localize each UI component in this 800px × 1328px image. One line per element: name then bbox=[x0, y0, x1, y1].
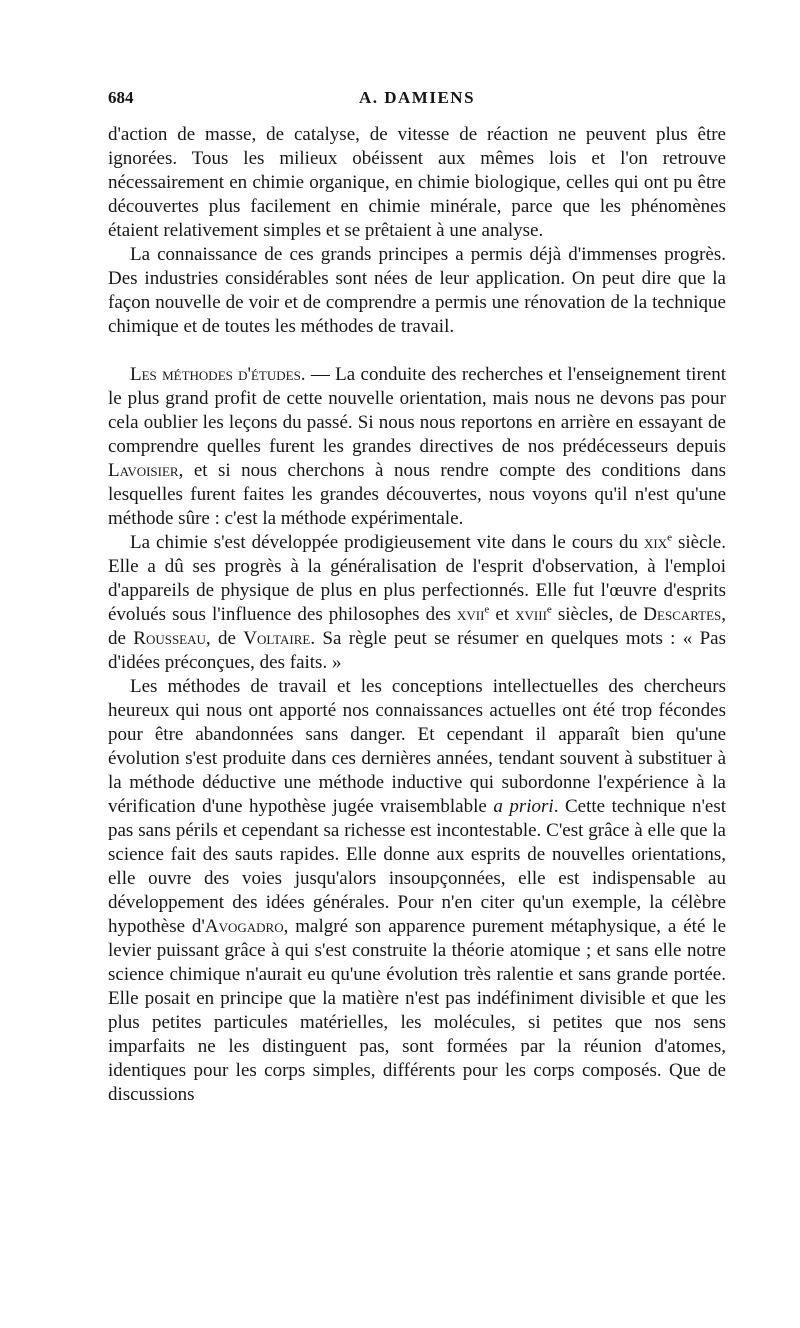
name-avogadro: Avogadro bbox=[204, 916, 284, 937]
name-descartes: Descartes bbox=[643, 604, 722, 625]
page-number: 684 bbox=[108, 88, 134, 107]
section-heading: Les méthodes d'études. bbox=[130, 364, 306, 385]
paragraph-4-text-f: , de bbox=[205, 628, 244, 649]
paragraph-2-text: La connaissance de ces grands principes a permis déjà d'immenses progrès. Des industries considérables sont nées de leur application. On peut dire que la façon nouvelle de voir et de comprendre a permis une rénovation de la technique chimique et de toutes les méthodes de travail. bbox=[108, 244, 726, 337]
running-title: A. DAMIENS bbox=[358, 88, 476, 107]
italic-a-priori: a priori bbox=[493, 796, 554, 817]
paragraph-4-text-c: et bbox=[489, 604, 516, 625]
paragraph-4-text-g: . Sa règle peut se résumer en quelques mots : « Pas d'idées préconçues, des faits. » bbox=[108, 628, 726, 673]
century-19-sup: e bbox=[667, 531, 672, 544]
paragraph-5-text-c: , malgré son apparence purement métaphysique, a été le levier puissant grâce à qui s'est construite la théorie atomique ; et sans elle notre science chimique n'aurait eu qu'une évolution très ralentie et sans grande portée. Elle posait en principe que la matière n'est pas indéfiniment divisible et que les plus petites particules matérielles, les molécules, si petites que nos sens imparfaits ne les distinguent pas, sont formées par la réunion d'atomes, identiques pour les corps simples, différents pour les corps composés. Que de discussions bbox=[108, 916, 726, 1105]
century-17-sup: e bbox=[484, 603, 490, 616]
name-rousseau: Rousseau bbox=[133, 628, 206, 649]
paragraph-5-text-b: . Cette technique n'est pas sans périls et cependant sa richesse est incontestable. C'est grâce à elle que la science fait des sauts rapides. Elle donne aux esprits de nouvelles orientations, elle ouvre des voies jusqu'alors insoupçonnées, elle est indispensable au développement des idées générales. Pour n'en citer qu'un exemple, la célèbre hypothèse d' bbox=[108, 796, 726, 937]
century-17: xvii bbox=[456, 604, 485, 625]
century-18: xviii bbox=[515, 604, 547, 625]
paragraph-4 bbox=[108, 531, 726, 675]
section-gap bbox=[108, 339, 726, 363]
paragraph-1-text: d'action de masse, de catalyse, de vitesse de réaction ne peuvent plus être ignorées. Tous les milieux obéissent aux mêmes lois et l'on retrouve nécessairement en chimie organique, en chimie biologique, celles qui ont pu être découvertes plus facilement en chimie minérale, parce que les phénomènes étaient relativement simples et se prêtaient à une analyse. bbox=[108, 124, 726, 241]
paragraph-2 bbox=[108, 243, 726, 339]
paragraph-4-text-b: siècle. Elle a dû ses progrès à la généralisation de l'esprit d'observation, à l'emploi d'appareils de physique de plus en plus perfectionnés. Elle fut l'œuvre d'esprits évolués sous l'influence des philosophes des bbox=[108, 532, 726, 625]
paragraph-4-text-a: La chimie s'est développée prodigieusement vite dans le cours du bbox=[130, 532, 644, 553]
name-voltaire: Voltaire bbox=[243, 628, 311, 649]
paragraph-3-text-b: , et si nous cherchons à nous rendre compte des conditions dans lesquelles furent faites les grandes découvertes, nous voyons qu'il n'est qu'une méthode sûre : c'est la méthode expérimentale. bbox=[108, 460, 726, 529]
paragraph-3 bbox=[108, 363, 726, 531]
paragraph-4-text-e: , de bbox=[108, 604, 726, 649]
page-header bbox=[108, 88, 726, 114]
paragraph-5-text-a: Les méthodes de travail et les conceptions intellectuelles des chercheurs heureux qui nous ont apporté nos connaissances actuelles ont été trop fécondes pour être abandonnées sans danger. Et cependant il apparaît bien qu'une évolution s'est produite dans ces dernières années, tendant souvent à substituer à la méthode déductive une méthode inductive qui subordonne l'expérience à la vérification d'une hypothèse jugée vraisemblable bbox=[108, 676, 726, 817]
name-lavoisier: Lavoisier bbox=[108, 460, 179, 481]
paragraph-5 bbox=[108, 675, 726, 1107]
paragraph-1 bbox=[108, 123, 726, 243]
century-19: xix bbox=[643, 532, 668, 553]
paragraph-3-text-a: — La conduite des recherches et l'enseignement tirent le plus grand profit de cette nouvelle orientation, mais nous ne devons pas pour cela oublier les leçons du passé. Si nous nous reportons en arrière en essayant de comprendre quelles furent les grandes directives de nos prédécesseurs depuis bbox=[108, 364, 726, 457]
paragraph-4-text-d: siècles, de bbox=[551, 604, 644, 625]
body-text bbox=[108, 123, 726, 1107]
century-18-sup: e bbox=[546, 603, 552, 616]
